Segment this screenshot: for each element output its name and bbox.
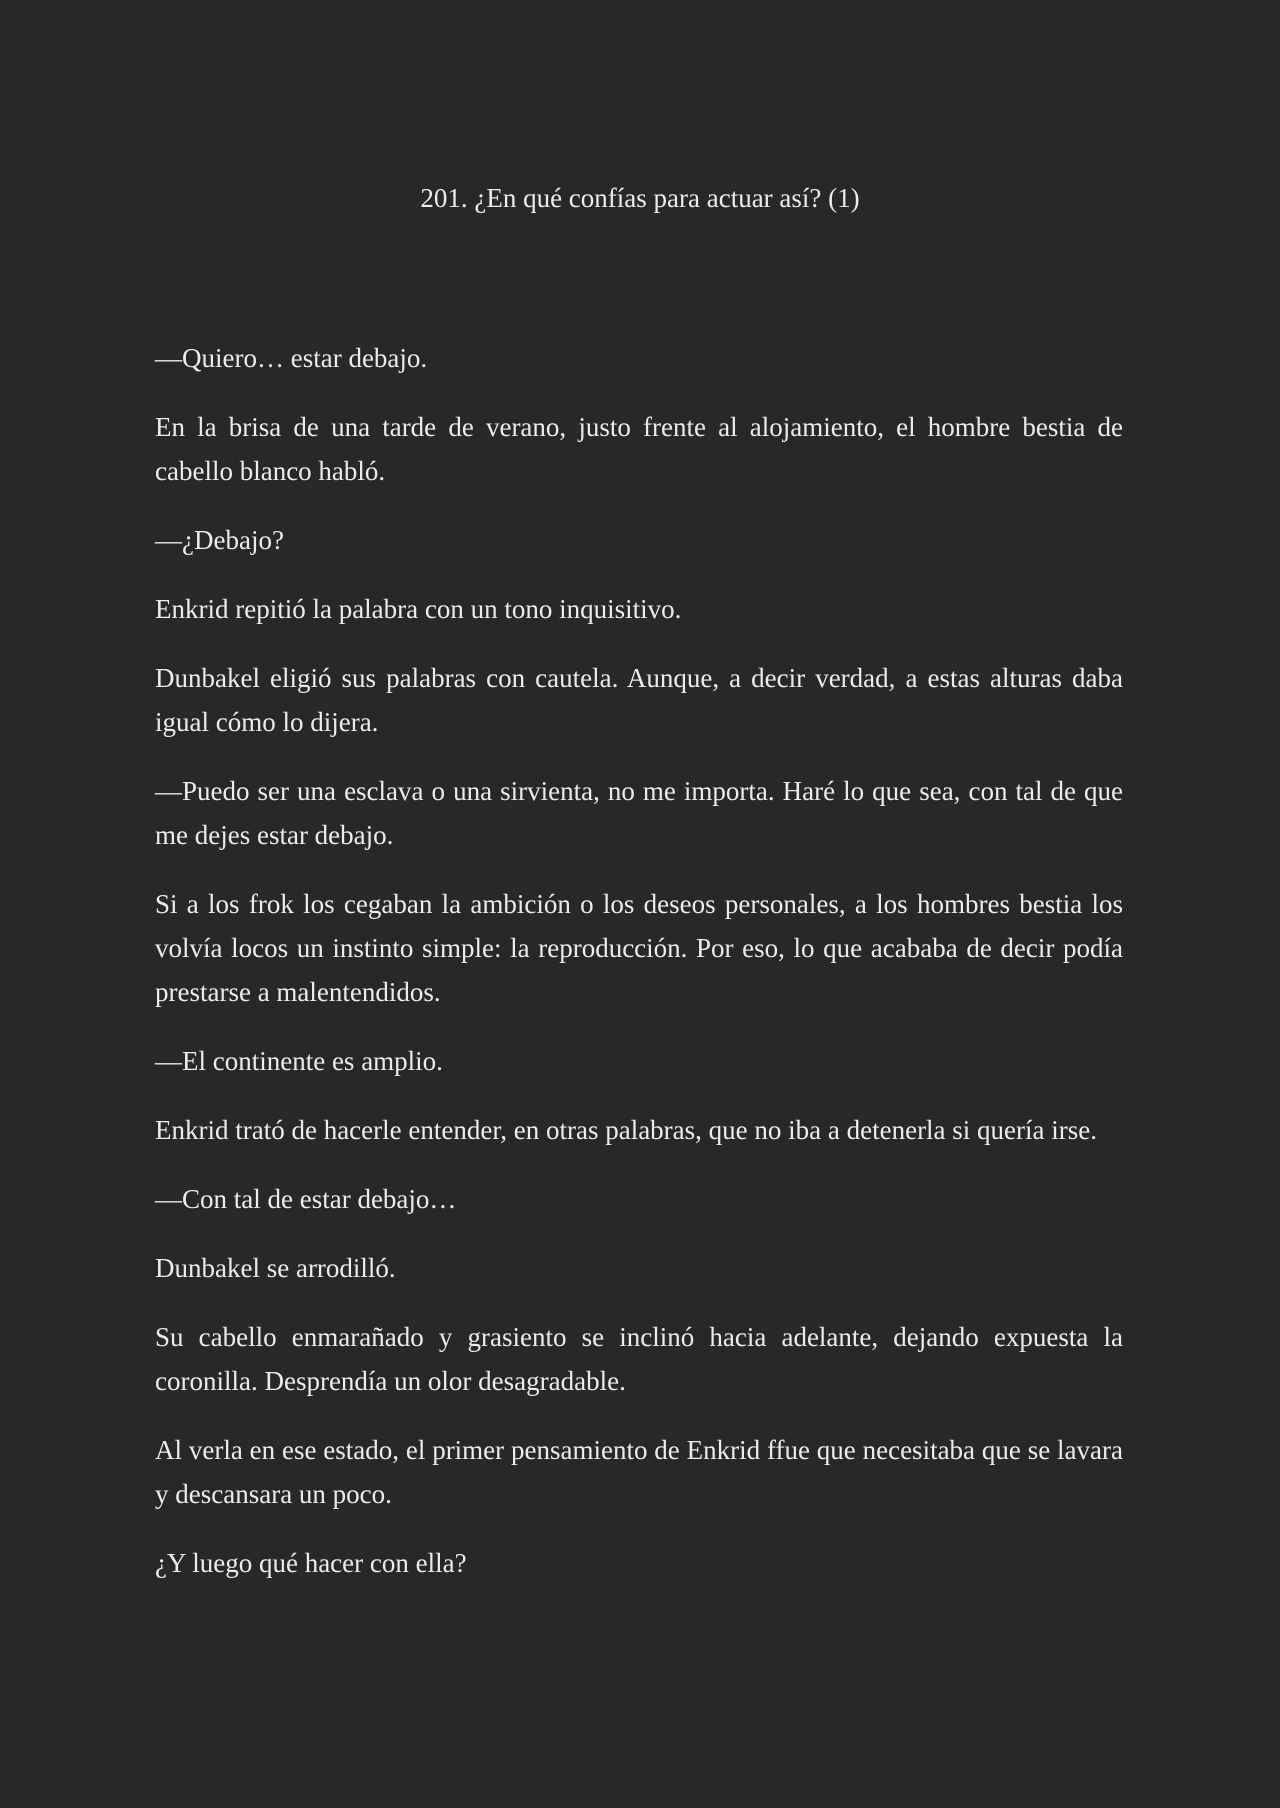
paragraph: Dunbakel se arrodilló. (155, 1253, 396, 1283)
paragraph: —Con tal de estar debajo… (155, 1184, 457, 1214)
paragraph: Si a los frok los cegaban la ambición o los deseos personales, a los hombres bestia los volvía locos un instinto simple: la reproducción. Por eso, lo que acababa de decir podía prestarse a malentendidos. (155, 889, 1123, 1007)
chapter-title: 201. ¿En qué confías para actuar así? (1) (420, 183, 860, 213)
paragraph: ¿Y luego qué hacer con ella? (155, 1548, 467, 1578)
chapter-body (155, 336, 1123, 1610)
paragraph: Su cabello enmarañado y grasiento se inclinó hacia adelante, dejando expuesta la coronilla. Desprendía un olor desagradable. (155, 1322, 1123, 1396)
paragraph: —El continente es amplio. (155, 1046, 443, 1076)
paragraph: Al verla en ese estado, el primer pensamiento de Enkrid ffue que necesitaba que se lavara y descansara un poco. (155, 1435, 1123, 1509)
paragraph: —Puedo ser una esclava o una sirvienta, no me importa. Haré lo que sea, con tal de que me dejes estar debajo. (155, 776, 1123, 850)
paragraph: Enkrid trató de hacerle entender, en otras palabras, que no iba a detenerla si quería irse. (155, 1115, 1097, 1145)
paragraph: En la brisa de una tarde de verano, justo frente al alojamiento, el hombre bestia de cabello blanco habló. (155, 412, 1123, 486)
paragraph: Enkrid repitió la palabra con un tono inquisitivo. (155, 594, 682, 624)
paragraph: Dunbakel eligió sus palabras con cautela. Aunque, a decir verdad, a estas alturas daba igual cómo lo dijera. (155, 663, 1123, 737)
paragraph: —¿Debajo? (155, 525, 284, 555)
paragraph: —Quiero… estar debajo. (155, 343, 428, 373)
